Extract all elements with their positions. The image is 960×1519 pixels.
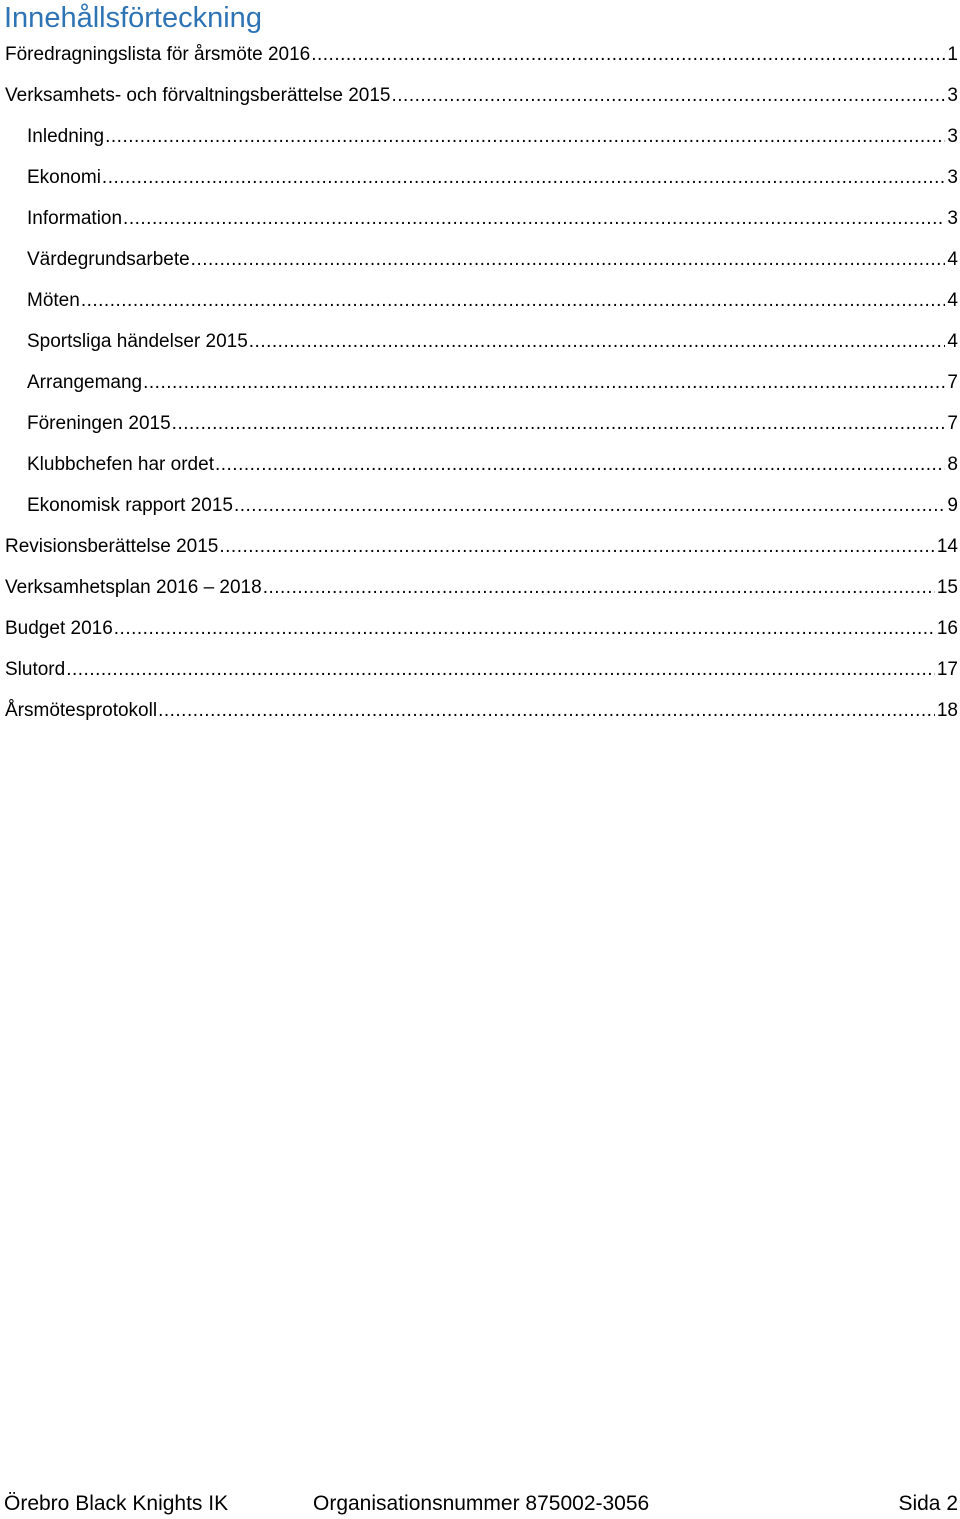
toc-entry-title: Årsmötesprotokoll bbox=[5, 700, 158, 721]
toc-entry-klubbchefen[interactable] bbox=[0, 444, 960, 485]
toc-entry-title: Verksamhetsplan 2016 – 2018 bbox=[5, 577, 262, 598]
toc-heading: Innehållsförteckning bbox=[4, 2, 262, 34]
toc-dot-leader bbox=[190, 239, 946, 280]
toc-entry-title: Slutord bbox=[5, 659, 66, 680]
toc-entry-arrangemang[interactable] bbox=[0, 362, 960, 403]
toc-dot-leader bbox=[101, 157, 946, 198]
toc-dot-leader bbox=[65, 649, 935, 690]
toc-entry-moten[interactable] bbox=[0, 280, 960, 321]
toc-page-number: 4 bbox=[947, 331, 958, 352]
toc-entry-foredragningslista[interactable] bbox=[0, 34, 960, 75]
toc-page-number: 3 bbox=[947, 85, 958, 106]
toc-entry-vardegrundsarbete[interactable] bbox=[0, 239, 960, 280]
toc-page-number: 9 bbox=[947, 495, 958, 516]
toc-entry-ekonomi[interactable] bbox=[0, 157, 960, 198]
toc-entry-inledning[interactable] bbox=[0, 116, 960, 157]
toc-entry-budget[interactable] bbox=[0, 608, 960, 649]
toc-dot-leader bbox=[310, 34, 945, 75]
toc-dot-leader bbox=[104, 116, 945, 157]
toc-page-number: 18 bbox=[936, 700, 958, 721]
toc-entry-arsmotesprotokoll[interactable] bbox=[0, 690, 960, 731]
toc-page-number: 8 bbox=[947, 454, 958, 475]
toc-dot-leader bbox=[218, 526, 935, 567]
toc-page-number: 4 bbox=[947, 290, 958, 311]
toc-entry-slutord[interactable] bbox=[0, 649, 960, 690]
toc-entry-title: Möten bbox=[27, 290, 80, 311]
footer-organization: Örebro Black Knights IK bbox=[4, 1492, 229, 1515]
table-of-contents bbox=[0, 34, 960, 731]
toc-entry-revisionsberattelse[interactable] bbox=[0, 526, 960, 567]
toc-entry-title: Revisionsberättelse 2015 bbox=[5, 536, 219, 557]
toc-entry-title: Verksamhets- och förvaltningsberättelse 2015 bbox=[5, 85, 391, 106]
toc-dot-leader bbox=[248, 321, 946, 362]
toc-page-number: 3 bbox=[947, 167, 958, 188]
toc-entry-title: Värdegrundsarbete bbox=[27, 249, 190, 270]
toc-entry-title: Föredragningslista för årsmöte 2016 bbox=[5, 44, 311, 65]
toc-dot-leader bbox=[80, 280, 946, 321]
toc-dot-leader bbox=[233, 485, 945, 526]
toc-page-number: 7 bbox=[947, 413, 958, 434]
toc-entry-title: Inledning bbox=[27, 126, 105, 147]
toc-entry-title: Budget 2016 bbox=[5, 618, 113, 639]
toc-page-number: 3 bbox=[947, 126, 958, 147]
toc-entry-verksamhetsplan[interactable] bbox=[0, 567, 960, 608]
toc-dot-leader bbox=[391, 75, 946, 116]
toc-page-number: 3 bbox=[947, 208, 958, 229]
toc-entry-information[interactable] bbox=[0, 198, 960, 239]
toc-entry-title: Information bbox=[27, 208, 123, 229]
page-footer bbox=[0, 1489, 960, 1519]
toc-entry-sportsliga-handelser[interactable] bbox=[0, 321, 960, 362]
footer-page-number: Sida 2 bbox=[898, 1492, 958, 1515]
toc-page-number: 15 bbox=[936, 577, 958, 598]
toc-entry-title: Föreningen 2015 bbox=[27, 413, 171, 434]
toc-dot-leader bbox=[113, 608, 935, 649]
toc-dot-leader bbox=[157, 690, 935, 731]
toc-dot-leader bbox=[262, 567, 935, 608]
toc-page-number: 17 bbox=[936, 659, 958, 680]
toc-page-number: 4 bbox=[947, 249, 958, 270]
toc-entry-foreningen[interactable] bbox=[0, 403, 960, 444]
toc-page-number: 16 bbox=[936, 618, 958, 639]
toc-page-number: 7 bbox=[947, 372, 958, 393]
toc-entry-ekonomisk-rapport[interactable] bbox=[0, 485, 960, 526]
toc-entry-title: Ekonomi bbox=[27, 167, 101, 188]
toc-dot-leader bbox=[214, 444, 945, 485]
toc-entry-verksamhetsberattelse[interactable] bbox=[0, 75, 960, 116]
toc-page-number: 1 bbox=[947, 44, 958, 65]
toc-entry-title: Ekonomisk rapport 2015 bbox=[27, 495, 233, 516]
toc-entry-title: Arrangemang bbox=[27, 372, 143, 393]
toc-dot-leader bbox=[171, 403, 946, 444]
toc-dot-leader bbox=[142, 362, 945, 403]
toc-page-number: 14 bbox=[936, 536, 958, 557]
toc-entry-title: Sportsliga händelser 2015 bbox=[27, 331, 248, 352]
toc-entry-title: Klubbchefen har ordet bbox=[27, 454, 214, 475]
footer-org-number: Organisationsnummer 875002-3056 bbox=[313, 1492, 650, 1515]
toc-dot-leader bbox=[122, 198, 945, 239]
